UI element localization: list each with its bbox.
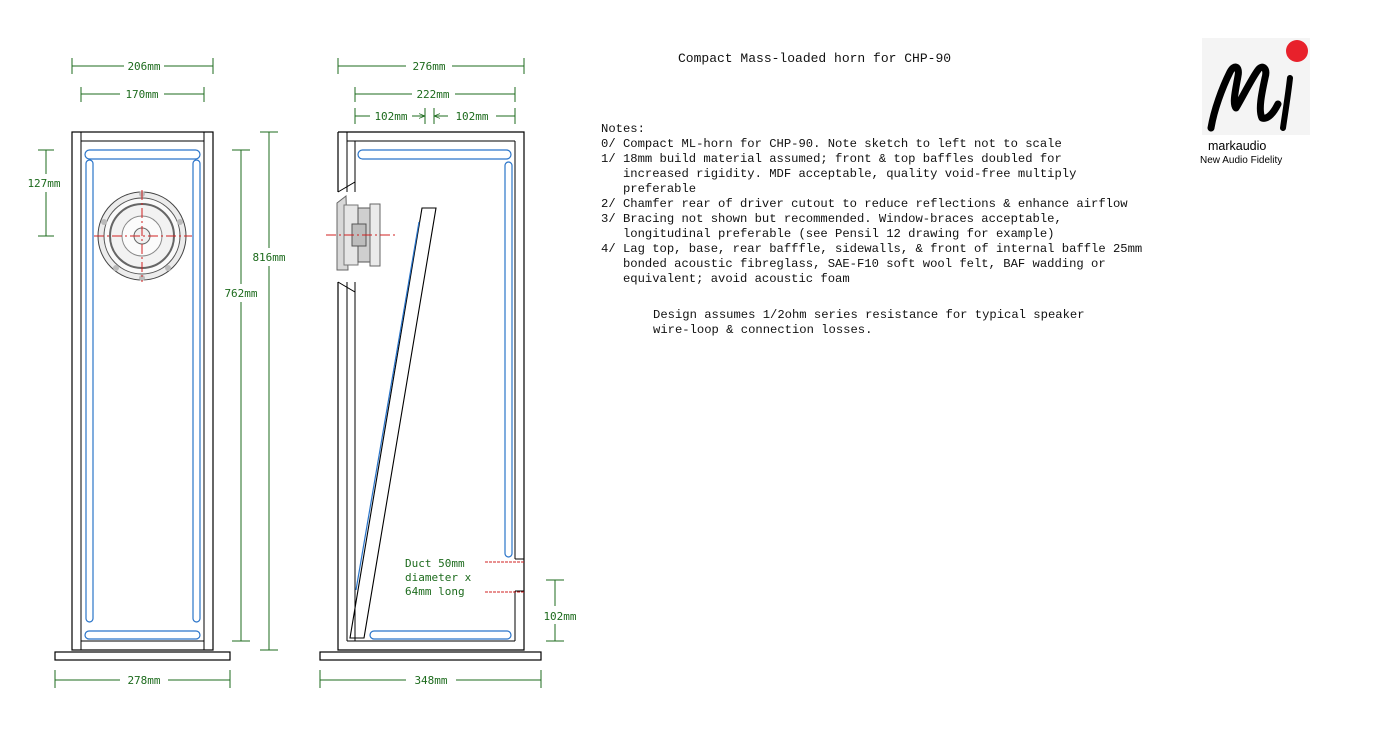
note-line: equivalent; avoid acoustic foam	[601, 272, 850, 286]
note-line: 0/ Compact ML-horn for CHP-90. Note sketch to left not to scale	[601, 137, 1062, 151]
front-driver	[94, 190, 192, 282]
dim-side-inner-depth	[355, 87, 515, 102]
note-line: 3/ Bracing not shown but recommended. Window-braces acceptable,	[601, 212, 1062, 226]
label-side-base-depth: 348mm	[414, 674, 448, 687]
label-duct-line-1: Duct 50mm	[405, 557, 465, 570]
side-driver	[326, 196, 398, 270]
side-baffle-damping	[356, 222, 419, 590]
dim-front-outer-width	[72, 58, 213, 74]
dim-side-duct-height	[543, 580, 576, 641]
notes-block	[601, 122, 1142, 337]
label-front-outer-height: 816mm	[252, 251, 286, 264]
markaudio-logo	[1200, 38, 1310, 166]
dim-front-inner-height	[224, 150, 257, 641]
label-side-split-right: 102mm	[455, 110, 489, 123]
logo-tagline: New Audio Fidelity	[1200, 155, 1283, 166]
label-front-driver-center: 127mm	[27, 177, 61, 190]
side-base	[320, 652, 541, 660]
dim-side-base-depth	[320, 670, 541, 688]
side-rear-damping	[505, 162, 512, 557]
label-side-split-left: 102mm	[374, 110, 408, 123]
side-view	[320, 58, 577, 688]
dim-side-split	[355, 108, 515, 124]
front-right-damping	[193, 160, 200, 622]
front-left-damping	[86, 160, 93, 622]
label-duct-line-2: diameter x	[405, 571, 472, 584]
side-bottom-damping	[370, 631, 511, 639]
label-side-duct-height: 102mm	[543, 610, 577, 623]
note-line: increased rigidity. MDF acceptable, quality void-free multiply	[601, 167, 1077, 181]
design-note-line: wire-loop & connection losses.	[653, 323, 873, 337]
side-top-damping	[358, 150, 511, 159]
note-line: 2/ Chamfer rear of driver cutout to reduce reflections & enhance airflow	[601, 197, 1128, 211]
label-side-inner-depth: 222mm	[416, 88, 450, 101]
label-front-inner-width: 170mm	[125, 88, 159, 101]
front-view	[27, 58, 285, 688]
label-front-base-width: 278mm	[127, 674, 161, 687]
dim-side-outer-depth	[338, 58, 524, 74]
note-line: preferable	[601, 182, 697, 196]
note-line: 4/ Lag top, base, rear bafffle, sidewalls, & front of internal baffle 25mm	[601, 242, 1143, 256]
label-front-outer-width: 206mm	[127, 60, 161, 73]
dim-front-driver-center	[27, 150, 60, 236]
logo-red-dot	[1286, 40, 1308, 62]
note-line: bonded acoustic fibreglass, SAE-F10 soft wool felt, BAF wadding or	[601, 257, 1106, 271]
label-side-outer-depth: 276mm	[412, 60, 446, 73]
front-bottom-damping	[85, 631, 200, 639]
dim-front-inner-width	[81, 87, 204, 102]
logo-brand: markaudio	[1208, 139, 1267, 153]
label-front-inner-height: 762mm	[224, 287, 258, 300]
side-duct	[485, 559, 524, 592]
front-top-damping	[85, 150, 200, 159]
note-line: 1/ 18mm build material assumed; front & top baffles doubled for	[601, 152, 1062, 166]
design-note-line: Design assumes 1/2ohm series resistance for typical speaker	[653, 308, 1085, 322]
drawing-title: Compact Mass-loaded horn for CHP-90	[678, 51, 952, 66]
dim-front-outer-height	[252, 132, 285, 650]
dim-front-base-width	[55, 670, 230, 688]
label-duct-line-3: 64mm long	[405, 585, 465, 598]
notes-heading: Notes:	[601, 122, 645, 136]
front-base	[55, 652, 230, 660]
note-line: longitudinal preferable (see Pensil 12 drawing for example)	[601, 227, 1055, 241]
